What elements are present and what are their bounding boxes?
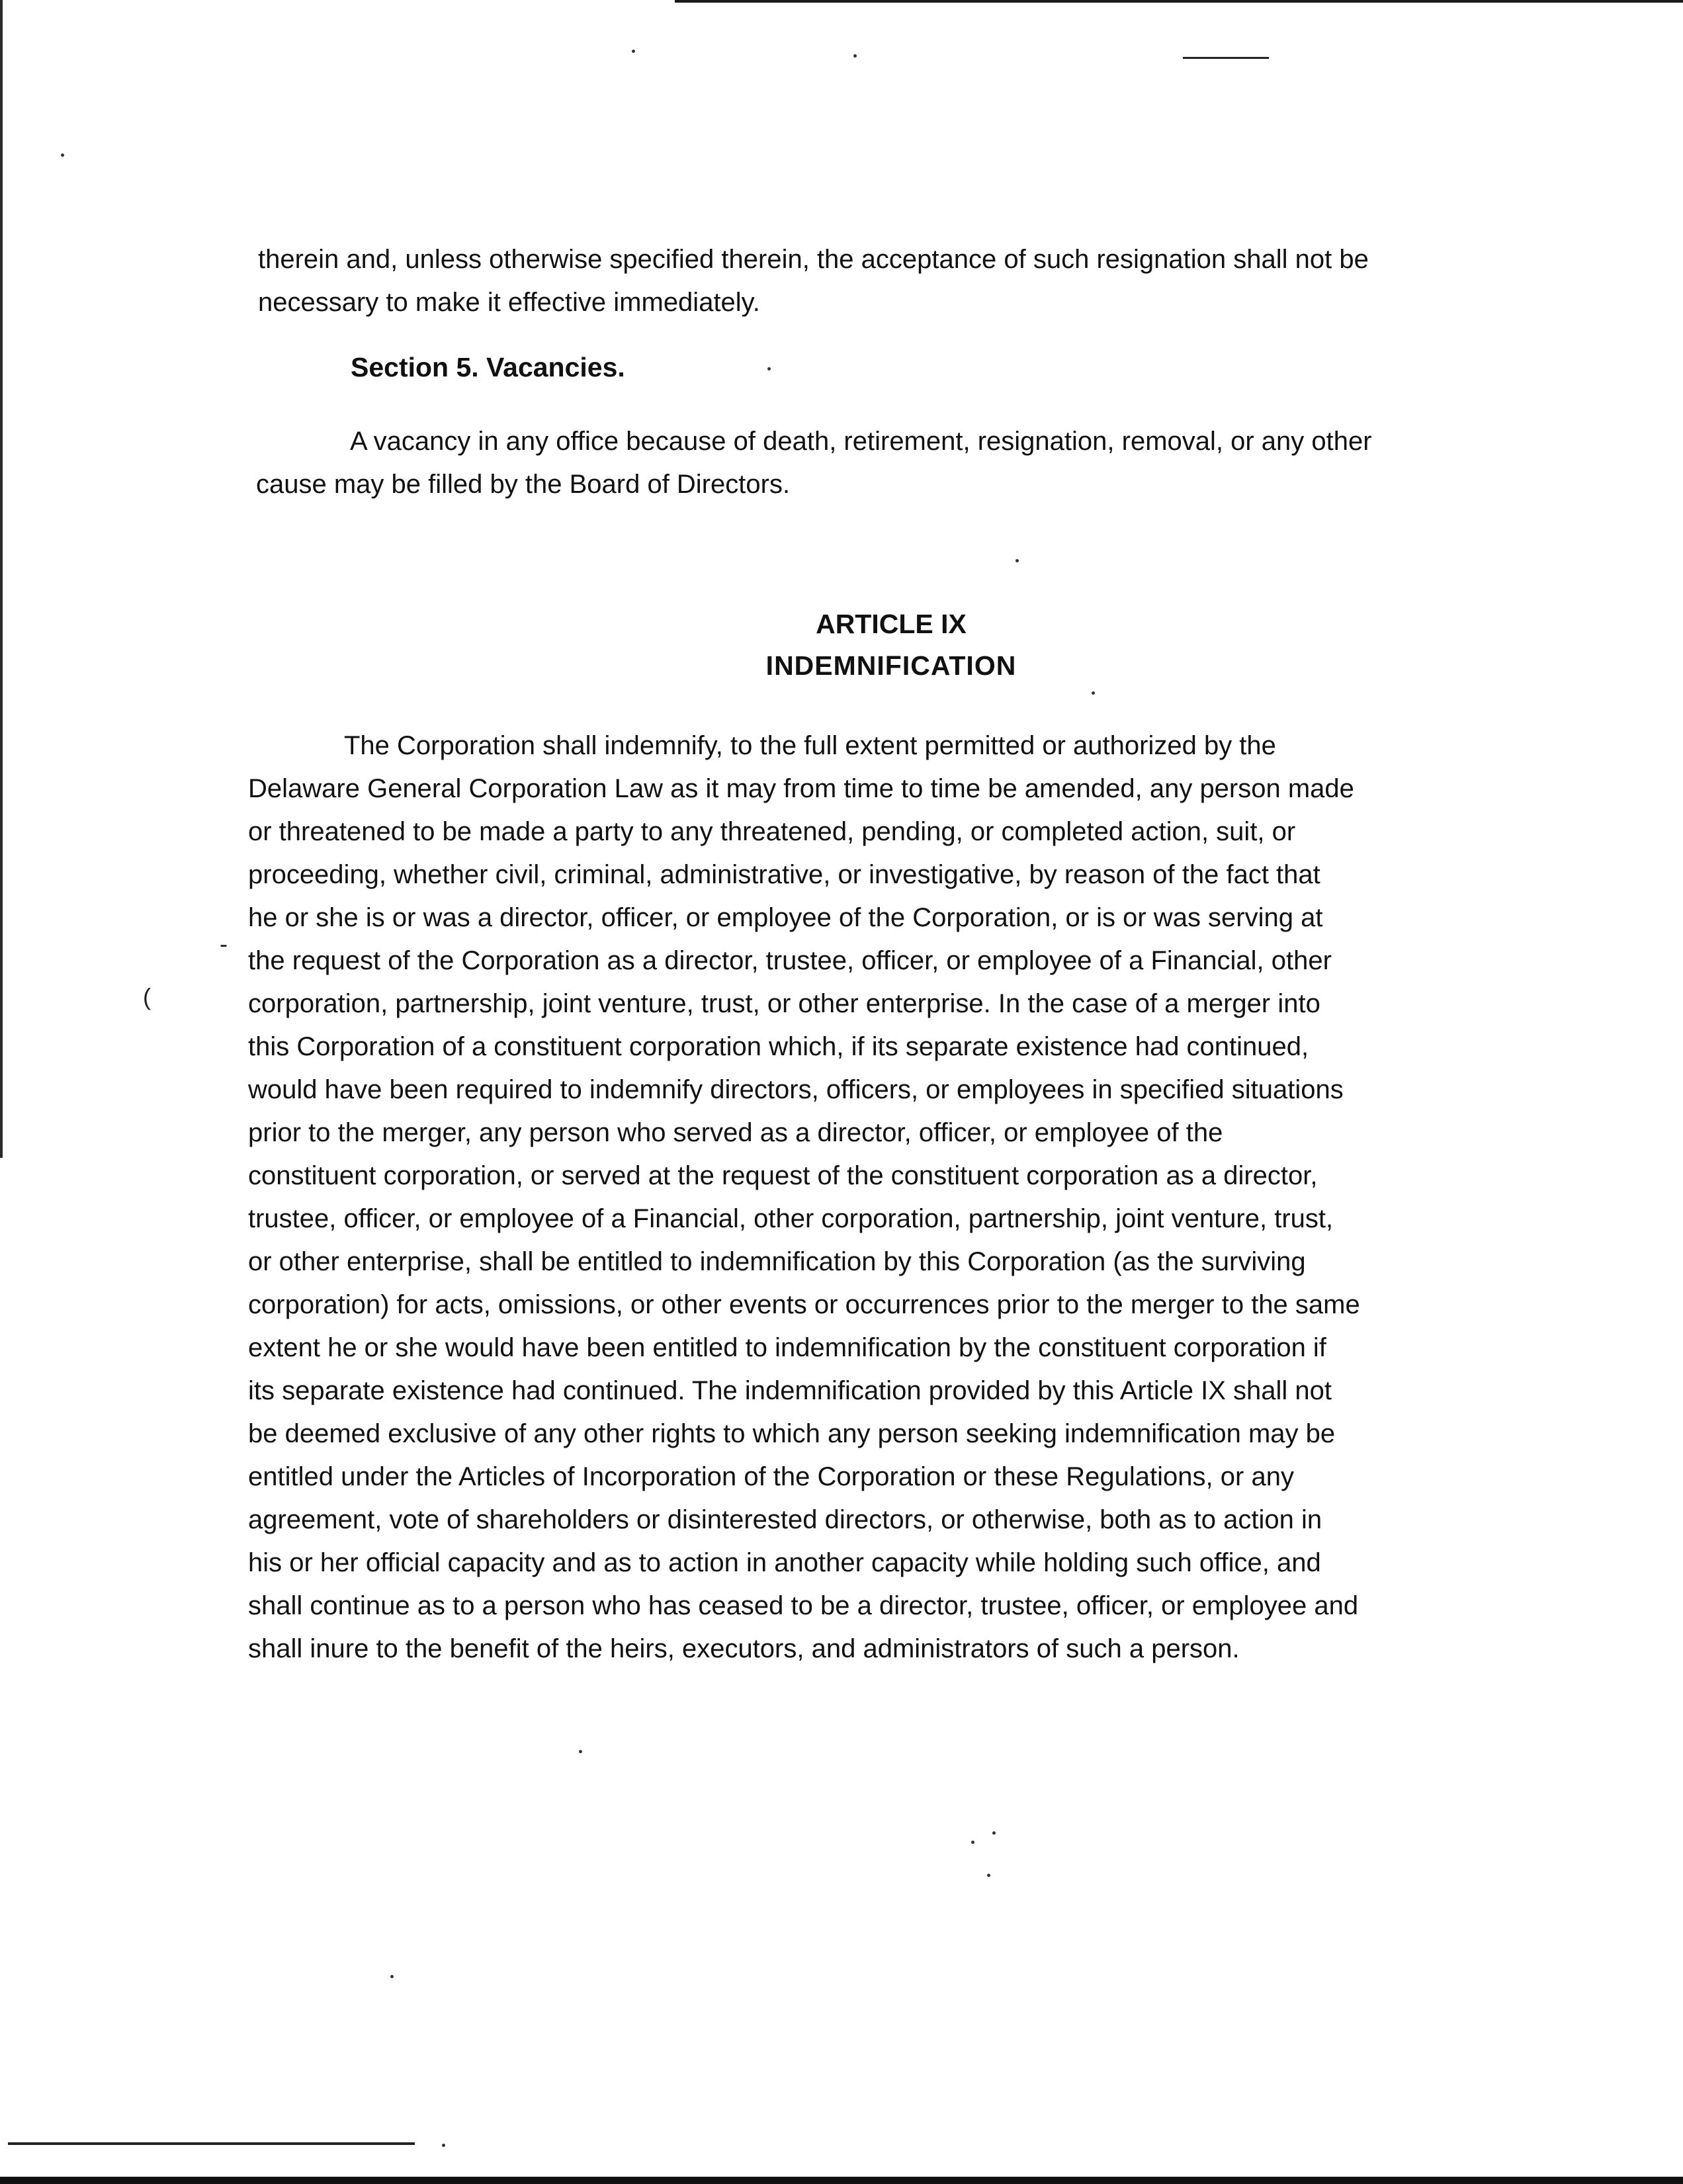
text-line: be deemed exclusive of any other rights to which any person seeking indemnification may be: [248, 1419, 1336, 1448]
scan-edge-top: [675, 0, 1683, 3]
text-line: his or her official capacity and as to action in another capacity while holding such office, and: [248, 1548, 1321, 1577]
text-line: trustee, officer, or employee of a Financial, other corporation, partnership, joint venture, trust,: [248, 1204, 1334, 1233]
text-line: corporation) for acts, omissions, or other events or occurrences prior to the merger to the same: [248, 1290, 1360, 1319]
scan-speck: [1092, 691, 1095, 695]
scan-speck: [632, 50, 635, 53]
text-line: therein and, unless otherwise specified therein, the acceptance of such resignation shall not be: [258, 245, 1369, 274]
article-number: ARTICLE IX: [816, 609, 967, 639]
text-line: extent he or she would have been entitled to indemnification by the constituent corporation if: [248, 1333, 1326, 1362]
text-line: Delaware General Corporation Law as it may from time to time be amended, any person made: [248, 774, 1354, 803]
text-line: would have been required to indemnify directors, officers, or employees in specified situations: [248, 1075, 1344, 1104]
scan-speck: [971, 1841, 974, 1844]
text-line: A vacancy in any office because of death, retirement, resignation, removal, or any other: [350, 427, 1372, 456]
text-line: agreement, vote of shareholders or disinterested directors, or otherwise, both as to action in: [248, 1505, 1322, 1534]
article-ix-paragraph: [248, 724, 1360, 1671]
margin-dash-mark: -: [220, 930, 228, 957]
text-line: or threatened to be made a party to any threatened, pending, or completed action, suit, or: [248, 817, 1296, 846]
scan-edge-left: [0, 0, 3, 1158]
text-line: constituent corporation, or served at the request of the constituent corporation as a director,: [248, 1161, 1318, 1190]
top-rule: [1183, 57, 1269, 59]
section-5-paragraph: [256, 420, 1372, 506]
section-5-heading: Section 5. Vacancies.: [351, 352, 625, 382]
text-line: corporation, partnership, joint venture, trust, or other enterprise. In the case of a merger into: [248, 989, 1320, 1018]
text-line: this Corporation of a constituent corporation which, if its separate existence had continued,: [248, 1032, 1309, 1061]
text-line: prior to the merger, any person who served as a director, officer, or employee of the: [248, 1118, 1223, 1147]
text-line: shall inure to the benefit of the heirs, executors, and administrators of such a person.: [248, 1634, 1240, 1663]
text-line: cause may be filled by the Board of Directors.: [256, 470, 791, 499]
text-line: the request of the Corporation as a director, trustee, officer, or employee of a Financial, other: [248, 946, 1332, 975]
scan-speck: [853, 54, 857, 58]
scan-speck: [987, 1874, 990, 1877]
text-line: or other enterprise, shall be entitled to indemnification by this Corporation (as the surviving: [248, 1247, 1306, 1276]
scan-speck: [579, 1750, 582, 1753]
scan-speck: [442, 2144, 445, 2147]
text-line: proceeding, whether civil, criminal, administrative, or investigative, by reason of the fact that: [248, 860, 1320, 889]
article-title: INDEMNIFICATION: [765, 650, 1017, 681]
text-line: he or she is or was a director, officer, or employee of the Corporation, or is or was serving at: [248, 903, 1323, 932]
text-line: necessary to make it effective immediately.: [258, 288, 760, 317]
scan-speck: [1015, 559, 1019, 562]
scan-edge-bottom: [0, 2177, 1683, 2184]
scan-speck: [992, 1831, 996, 1835]
margin-paren-mark: (: [143, 983, 151, 1010]
scan-speck: [61, 153, 64, 157]
text-line: shall continue as to a person who has ceased to be a director, trustee, officer, or employee and: [248, 1591, 1359, 1620]
scan-speck: [390, 1975, 394, 1978]
text-line: its separate existence had continued. The indemnification provided by this Article IX shall not: [248, 1376, 1332, 1405]
continuation-paragraph: [258, 238, 1369, 324]
text-line: The Corporation shall indemnify, to the full extent permitted or authorized by the: [344, 731, 1276, 760]
scan-speck: [767, 367, 771, 371]
text-line: entitled under the Articles of Incorporation of the Corporation or these Regulations, or any: [248, 1462, 1294, 1491]
bottom-rule: [8, 2142, 415, 2145]
